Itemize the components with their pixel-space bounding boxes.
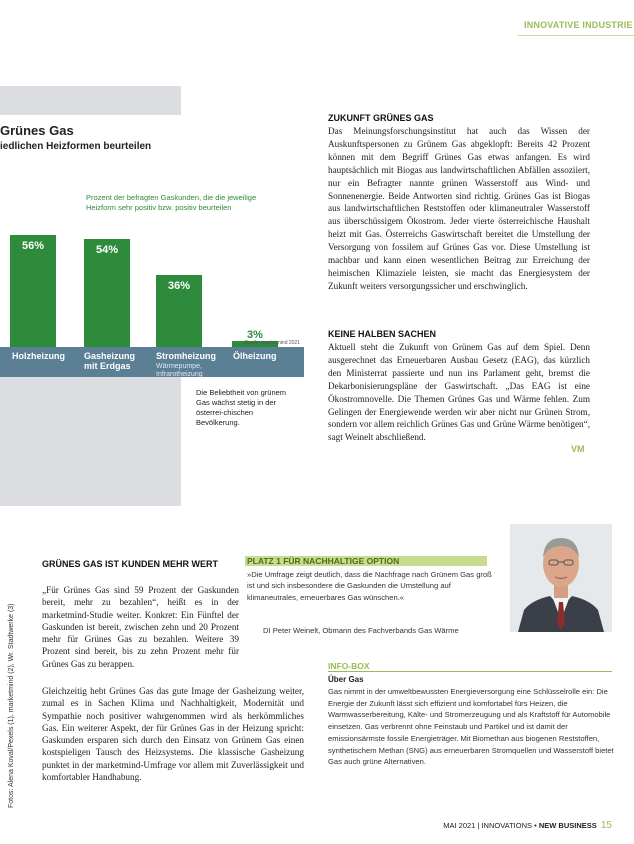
- chart-title: Grünes Gas: [0, 123, 74, 138]
- chart-category-label: Stromheizung: [156, 351, 216, 361]
- article-right-2: [328, 328, 590, 444]
- paragraph-zukunft: Das Meinungsforschungsinstitut hat auch das Wissen der Auskunftspersonen zu Grünem Gas abgeklopft: Bereits 42 Prozent können mit dem Begriff Grünes Gas etwas anfangen. Es wird hauptsächlich mit Biogas aus landwirtschaftlichen Abfällen assoziiert, nur ein Befragter nannte grünen Wasserstoff aus Wind- und Sonnenenergie. Beide Antworten sind richtig. Grünes Gas ist Biogas aus landwirtschaftlichen Reststoffen oder klimaneutraler Wasserstoff aus überschüssigem Ökostrom. Jeder vierte österreichische Haushalt heizt mit Gas. Österreichs Gaswirtschaft bereitet die Umstellung der Versorgung von fossilem auf Grünes Gas vor. Diese Umstellung ist machbar und kann einen wesentlichen Beitrag zur Erreichung der heimischen Klimaziele leisten, sie macht das Energiesystem der Zukunft weiters versorgungssicher und erschwinglich.: [328, 126, 590, 291]
- footer-issue: MAI 2021 | INNOVATIONS: [443, 821, 533, 830]
- section-tag: INNOVATIVE INDUSTRIE: [518, 16, 634, 36]
- quote-heading: PLATZ 1 FÜR NACHHALTIGE OPTION: [247, 556, 400, 566]
- quote-author: DI Peter Weinelt, Obmann des Fachverbands Gas Wärme: [263, 626, 459, 635]
- author-initials: VM: [571, 444, 585, 454]
- info-box-divider: [328, 671, 612, 672]
- article-right: [328, 112, 590, 293]
- info-box-heading: INFO-BOX: [328, 661, 370, 671]
- chart-category-label: Gasheizung: [84, 351, 136, 361]
- page-number: 15: [600, 820, 612, 831]
- photo-credit: Fotos: Alena Koval/Pexels (1), marketmind (2), Wr. Stadtwerke (3): [8, 603, 15, 808]
- bar-chart: [0, 115, 304, 377]
- chart-value-label: 36%: [167, 280, 191, 292]
- info-box-subheading: Über Gas: [328, 675, 364, 684]
- paragraph-keine-halben: Aktuell steht die Zukunft von Grünem Gas auf dem Spiel. Denn ausgerechnet das Erneuerbaren Ausbau Gesetz (EAG), das kürzlich den Ministerrat passierte und nun ins Parlament geht, bremst die Dekarbonisierungspläne der Gaswirtschaft. „Das EAG ist eine Ökostromnovelle. Die Themen Grünes Gas und Wärme fehlen. Zum Gelingen der Energiewende werden wir aber nicht nur Grünen Strom, sondern vor allem reichlich Grünes Gas und Grüne Wärme benötigen“, sagt Weinelt abschließend.: [328, 342, 590, 443]
- paragraph-kunden-2: Gleichzeitig hebt Grünes Gas das gute Image der Gasheizung weiter, zumal es in Sachen Klima und Nachhaltigkeit, Modernität und Sympathie noch positiver wahrgenommen wird als herkömmliches Gas. Ein weiterer Aspekt, der für Grünes Gas in der Heizung spricht: Gaskunden ersparen sich durch den Einsatz von Grünem Gas einen kostspieligen Tausch des Heizsystems. Die klassische Gasheizung punktet in der marketmind-Umfrage vor allem mit Zuverlässigkeit und komfortabler Handhabung.: [42, 686, 304, 783]
- info-box-text: Gas nimmt in der umweltbewussten Energieversorgung eine Schlüsselrolle ein: Die Energie der Zukunft lässt sich effizient und komfortabel fürs Heizen, die Warmwasserbereitung, Kälte- und Stromerzeugung und als Kraftstoff für Automobile einsetzen. Gas verbrennt ohne Feinstaub und Partikel und ist damit der emissionsärmste fossile Energieträger. Mit Biomethan aus biogenen Reststoffen, synthetischem Methan (SNG) aus erneuerbaren Stromquellen und Wasserstoff bietet Gas auch grüne Alternativen.: [328, 687, 614, 767]
- chart-plot: [0, 115, 304, 377]
- chart-value-label: 56%: [21, 240, 45, 252]
- heading-kunden: GRÜNES GAS IST KUNDEN MEHR WERT: [42, 559, 219, 569]
- chart-category-label: mit Erdgas: [84, 361, 131, 371]
- heading-keine-halben: KEINE HALBEN SACHEN: [328, 329, 437, 339]
- chart-value-label: 54%: [95, 244, 119, 256]
- chart-note: Prozent der befragten Gaskunden, die die jeweilige Heizform sehr positiv bzw. positiv beurteilen: [86, 193, 257, 212]
- footer-brand: NEW BUSINESS: [538, 821, 597, 830]
- footer-bullet: •: [534, 821, 537, 830]
- chart-category-sublabel: Infrarotheizung: [156, 371, 203, 377]
- paragraph-kunden-1: „Für Grünes Gas sind 59 Prozent der Gaskunden bereit, mehr zu bezahlen“, heißt es in der marketmind-Studie weiter. Konkret: Ein Fünftel der Gaskunden ist bereit, zwischen zehn und 20 Prozent mehr für Grünes Gas zu bezahlen. Weitere 39 Prozent sind bereit, bis zu zehn Prozent mehr für Grünes Gas zu berappen.: [42, 585, 239, 669]
- portrait-photo: [510, 524, 612, 632]
- quote-text: »Die Umfrage zeigt deutlich, dass die Nachfrage nach Grünem Gas groß ist und sich insbesondere die Gaskunden die Umstellung auf klimaneutrales, erneuerbares Gas wünschen.«: [247, 570, 492, 602]
- chart-source: Quelle: marketmind 2021: [244, 340, 300, 346]
- chart-caption: Die Beliebtheit von grünem Gas wächst stetig in der österrei-chischen Bevölkerung.: [196, 388, 287, 427]
- page-footer: [443, 820, 612, 831]
- heading-zukunft: ZUKUNFT GRÜNES GAS: [328, 113, 434, 123]
- chart-category-label: Holzheizung: [12, 351, 65, 361]
- chart-category-label: Ölheizung: [233, 351, 277, 361]
- chart-category-sublabel: Wärmepumpe,: [156, 363, 202, 370]
- chart-subtitle: iedlichen Heizformen beurteilen: [0, 141, 152, 152]
- chart-value-label: 3%: [247, 329, 263, 341]
